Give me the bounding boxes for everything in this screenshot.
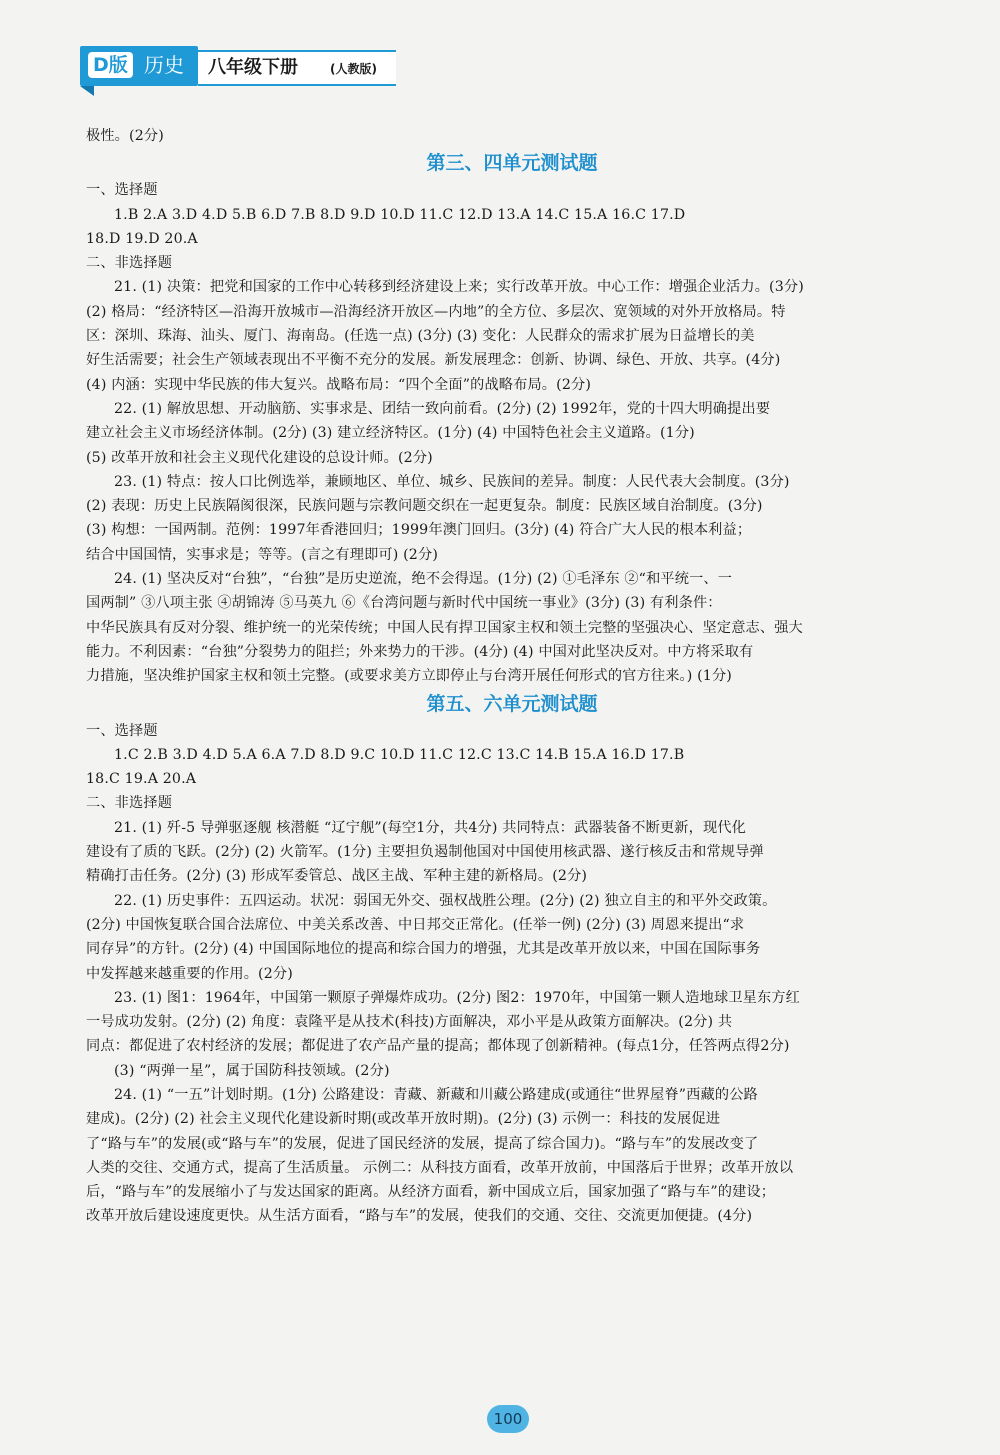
answer-line: 24. (1) 坚决反对“台独”，“台独”是历史逆流，绝不会得逞。(1分) (2) ①毛泽东 ②“和平统一、一 [114, 571, 733, 588]
part-label: 二、非选择题 [86, 255, 173, 272]
answer-line: 同存异”的方针。(2分) (4) 中国国际地位的提高和综合国力的增强，尤其是改革开放以来，中国在国际事务 [86, 941, 761, 958]
edition-badge: D版 [88, 52, 133, 78]
book-header [80, 46, 400, 96]
answer-line: 22. (1) 历史事件：五四运动。状况：弱国无外交、强权战胜公理。(2分) (2) 独立自主的和平外交政策。 [114, 892, 777, 909]
answer-line: 同点：都促进了农村经济的发展；都促进了农产品产量的提高；都体现了创新精神。(每点1分，任答两点得2分) [86, 1038, 790, 1055]
grade-title: 八年级下册 [208, 57, 298, 78]
choice-answers: 1.B 2.A 3.D 4.D 5.B 6.D 7.B 8.D 9.D 10.D 11.C 12.D 13.A 14.C 15.A 16.C 17.D [114, 206, 686, 223]
answer-line: 建立社会主义市场经济体制。(2分) (3) 建立经济特区。(1分) (4) 中国特色社会主义道路。(1分) [86, 425, 695, 442]
answer-line: 中发挥越来越重要的作用。(2分) [86, 965, 293, 982]
answer-line: 区：深圳、珠海、汕头、厦门、海南岛。(任选一点) (3分) (3) 变化：人民群众的需求扩展为日益增长的美 [86, 328, 755, 345]
answer-line: 21. (1) 决策：把党和国家的工作中心转移到经济建设上来；实行改革开放。中心工作：增强企业活力。(3分) [114, 279, 804, 296]
answer-line: (2分) 中国恢复联合国合法席位、中美关系改善、中日邦交正常化。(任举一例) (2分) (3) 周恩来提出“求 [86, 916, 745, 933]
answer-line: (3) “两弹一星”，属于国防科技领域。(2分) [114, 1062, 390, 1079]
answer-line: 23. (1) 特点：按人口比例选举，兼顾地区、单位、城乡、民族间的差异。制度：人民代表大会制度。(3分) [114, 473, 790, 490]
answer-line: 22. (1) 解放思想、开动脑筋、实事求是、团结一致向前看。(2分) (2) 1992年，党的十四大明确提出要 [114, 400, 771, 417]
answer-line: 国两制” ③八项主张 ④胡锦涛 ⑤马英九 ⑥《台湾问题与新时代中国统一事业》(3分) (3) 有利条件： [86, 595, 722, 612]
answer-line: 精确打击任务。(2分) (3) 形成军委管总、战区主战、军种主建的新格局。(2分) [86, 868, 588, 885]
tag-fold-decoration [80, 86, 94, 96]
answer-line: 24. (1) “一五”计划时期。(1分) 公路建设：青藏、新藏和川藏公路建成(或通往“世界屋脊”西藏的公路 [114, 1086, 758, 1103]
section-title-units-3-4: 第三、四单元测试题 [426, 152, 598, 175]
edition-label: (人教版) [330, 62, 377, 76]
answer-line: (2) 表现：历史上民族隔阂很深，民族问题与宗教问题交织在一起更复杂。制度：民族区域自治制度。(3分) [86, 498, 763, 515]
answer-line: 一号成功发射。(2分) (2) 角度：袁隆平是从技术(科技)方面解决，邓小平是从政策方面解决。(2分) 共 [86, 1014, 733, 1031]
answer-line: 23. (1) 图1：1964年，中国第一颗原子弹爆炸成功。(2分) 图2：1970年，中国第一颗人造地球卫星东方红 [114, 989, 801, 1006]
answer-line: (2) 格局：“经济特区—沿海开放城市—沿海经济开放区—内地”的全方位、多层次、宽领域的对外开放格局。特 [86, 303, 786, 320]
grade-banner [198, 50, 396, 86]
answer-line: 建设有了质的飞跃。(2分) (2) 火箭军。(1分) 主要担负遏制他国对中国使用核武器、遂行核反击和常规导弹 [86, 844, 764, 861]
answer-line: (5) 改革开放和社会主义现代化建设的总设计师。(2分) [86, 449, 433, 466]
choice-answers: 1.C 2.B 3.D 4.D 5.A 6.A 7.D 8.D 9.C 10.D 11.C 12.C 13.C 14.B 15.A 16.D 17.B [114, 746, 685, 763]
answer-line: 力措施，坚决维护国家主权和领土完整。(或要求美方立即停止与台湾开展任何形式的官方往来。) (1分) [86, 668, 732, 685]
answer-content [86, 124, 938, 1229]
answer-line: 改革开放后建设速度更快。从生活方面看，“路与车”的发展，使我们的交通、交往、交流更加便捷。(4分) [86, 1208, 753, 1225]
answer-line: 好生活需要；社会生产领域表现出不平衡不充分的发展。新发展理念：创新、协调、绿色、开放、共享。(4分) [86, 352, 781, 369]
answer-line: 人类的交往、交通方式，提高了生活质量。 示例二：从科技方面看，改革开放前，中国落后于世界；改革开放以 [86, 1159, 794, 1176]
answer-line: (4) 内涵：实现中华民族的伟大复兴。战略布局：“四个全面”的战略布局。(2分) [86, 376, 592, 393]
answer-line: (3) 构想：一国两制。范例：1997年香港回归；1999年澳门回归。(3分) (4) 符合广大人民的根本利益； [86, 522, 752, 539]
answer-line: 建成)。(2分) (2) 社会主义现代化建设新时期(或改革开放时期)。(2分) (3) 示例一：科技的发展促进 [86, 1111, 721, 1128]
page-number: 100 [487, 1405, 529, 1433]
answer-line: 结合中国国情，实事求是；等等。(言之有理即可) (2分) [86, 546, 439, 563]
subject-label: 历史 [144, 53, 184, 77]
answer-line: 后，“路与车”的发展缩小了与发达国家的距离。从经济方面看，新中国成立后，国家加强了“路与车”的建设； [86, 1184, 776, 1201]
answer-line: 了“路与车”的发展(或“路与车”的发展，促进了国民经济的发展，提高了综合国力)。“路与车”的发展改变了 [86, 1135, 759, 1152]
continued-line: 极性。(2分) [86, 128, 164, 144]
choice-answers: 18.C 19.A 20.A [86, 771, 197, 788]
answer-line: 能力。不利因素：“台独”分裂势力的阻拦；外来势力的干涉。(4分) (4) 中国对此坚决反对。中方将采取有 [86, 643, 754, 660]
section-title-units-5-6: 第五、六单元测试题 [426, 692, 598, 715]
part-label: 一、选择题 [86, 722, 158, 739]
part-label: 二、非选择题 [86, 795, 173, 812]
part-label: 一、选择题 [86, 182, 158, 199]
answer-line: 中华民族具有反对分裂、维护统一的光荣传统；中国人民有捍卫国家主权和领土完整的坚强决心、坚定意志、强大 [86, 619, 803, 636]
answer-line: 21. (1) 歼-5 导弹驱逐舰 核潜艇 “辽宁舰”(每空1分，共4分) 共同特点：武器装备不断更新，现代化 [114, 819, 746, 836]
subject-tag [80, 46, 198, 86]
choice-answers: 18.D 19.D 20.A [86, 230, 198, 247]
